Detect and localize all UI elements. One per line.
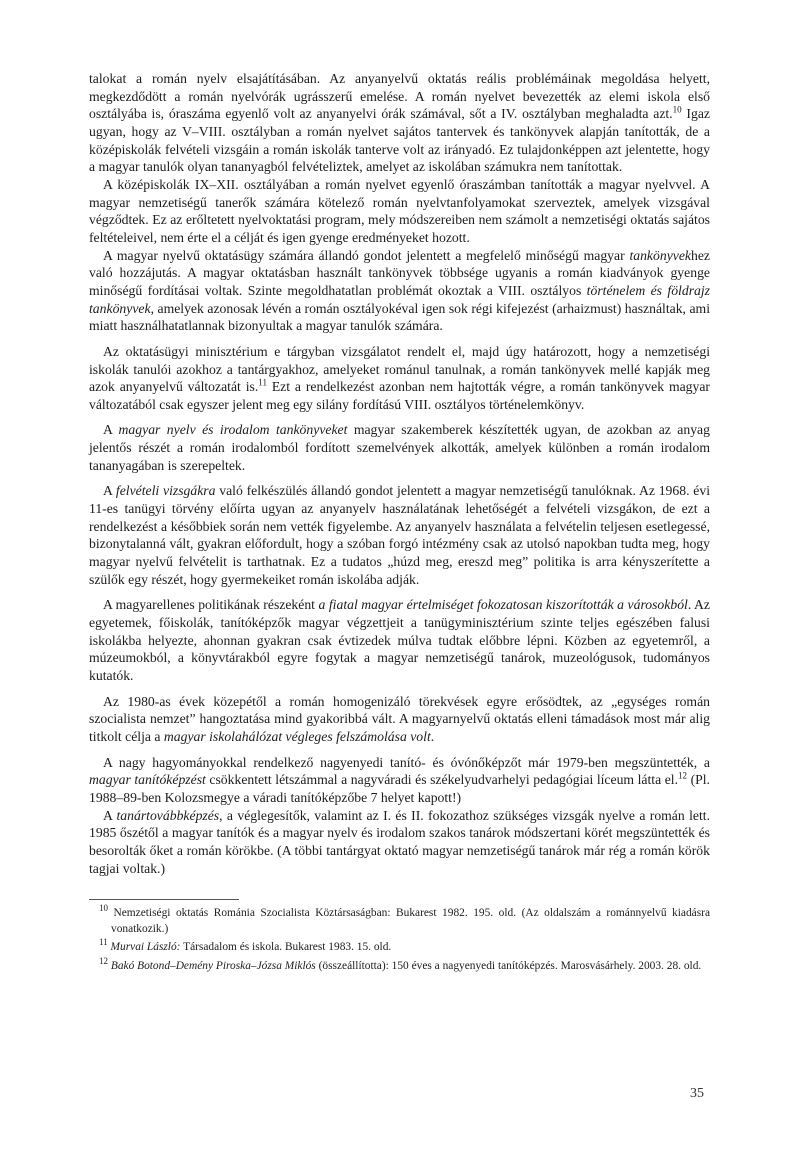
text-run: . [430,728,435,744]
body-text [89,70,710,877]
text-run: Nemzetiségi oktatás Románia Szocialista Köztársaságban: Bukarest 1982. 195. old. (Az oldalszám a románnyelvű kiadásra vonatkozik.) [108,907,710,935]
text-run: Ezt a rendelkezést azonban nem hajtották végre, a román tankönyvek magyar változatából csak egyszer jelent meg egy silány fordítású VIII. osztályos történelemkönyv. [89,379,710,412]
paragraph [89,343,710,414]
text-run: . Az egyetemek, főiskolák, tanítóképzők magyar végzettjeit a tanügyminisztérium szinte teljes egészében falusi iskolákba helyezte, ahonnan gyakran csak évtizedek múlva tudtak előbbre lépni. Közben az egyetemről, a múzeumokból, a könyvtárakból egyre fogytak a magyar nemzetiségű tanárok, muzeológusok, tudományos kutatók. [89,597,710,683]
text-run: , amelyek azonosak lévén a román osztályokéval igen sok régi kifejezést (arhaizmust) használtak, ami miatt használhatatlannak bizonyultak a magyar tanulók számára. [89,300,710,334]
paragraph [89,482,710,588]
emphasis: tanártovábbképzés [116,807,220,823]
text-run: A [103,807,117,823]
text-run: A [103,422,119,438]
text-run: A [103,483,116,499]
footnote-rule [89,899,239,900]
text-run: hez való hozzájutás. A magyar oktatásban használt tankönyvek többsége ugyanis a román kiadványok gyenge minőségű fordításai voltak. Szinte megoldhatatlan problémát okoztak a VIII. osztályos [89,247,710,298]
paragraph [89,754,710,807]
emphasis: a fiatal magyar értelmiséget fokozatosan kiszorították a városokból [318,597,688,613]
footnote [89,937,710,956]
footnote-ref: 11 [258,377,267,388]
text-run: magyar szakemberek készítették ugyan, de azokban az anyag jelentős részét a román irodalomból fordított szemelvények alkották, amelyek különben a román irodalom tananyagában is szerepeltek. [89,422,710,473]
text-run: való felkészülés állandó gondot jelentett a magyar nemzetiségű tanulóknak. Az 1968. évi 11-es tanügyi törvény előírta ugyan az anyanyelv használatának lehetőségét a felvételi vizsgákon, de ezt a rendelkezést a későbbiek során nem vették figyelembe. Az anyanyelv használata a felvételin teljesen esetlegessé, bizonytalanná vált, gyakran előfordult, hogy a szóban forgó intézmény csak az utolsó napokban tudta meg, hogy magyar nyelvű felvételit is tarthatnak. Ez a tudatos „húzd meg, ereszd meg” politika is arra kényszerítette a szülők egy részét, hogy gyermekeiket román iskolába adják. [89,483,710,587]
emphasis: magyar tanítóképzést [89,772,206,788]
text-run: A magyarellenes politikának részeként [103,597,319,613]
footnote-ref: 12 [99,955,108,966]
footnote [89,955,710,975]
footnote-list [89,903,710,974]
page [89,70,710,974]
footnote-ref: 10 [99,903,108,914]
text-run: A magyar nyelvű oktatásügy számára állandó gondot jelentett a megfelelő minőségű magyar [103,247,630,263]
footnote [89,903,710,937]
text-run: , a véglegesítők, valamint az I. és II. fokozathoz szükséges vizsgák nyelve a román lett. 1985 őszétől a magyar tanítók és a magyar nyelv és irodalom szakos tanárok módszertani körét megszüntették és besorolták őket a román körökbe. (A többi tantárgyat oktató magyar nemzetiségű tanárok már rég a román körök tagjai voltak.) [89,807,710,876]
emphasis: magyar iskolahálózat végleges felszámolása volt [163,728,431,744]
paragraph [89,596,710,684]
paragraph [89,70,710,176]
text-run: (összeállította): 150 éves a nagyenyedi tanítóképzés. Marosvásárhely. 2003. 28. old. [315,959,702,972]
text-run: (Pl. 1988–89-ben Kolozsmegye a váradi tanítóképzőbe 7 helyet kapott!) [89,772,710,805]
paragraph [89,421,710,474]
emphasis: történelem és földrajz tankönyvek [89,282,710,316]
paragraph [89,807,710,878]
footnote-ref: 12 [678,770,688,781]
text-run: csökkentett létszámmal a nagyváradi és székelyudvarhelyi pedagógiai líceum látta el. [205,772,679,788]
paragraph [89,693,710,746]
paragraph [89,247,710,335]
text-run: A nagy hagyományokkal rendelkező nagyenyedi tanító- és óvónőképzőt már 1979-ben megszüntették, a [103,754,710,770]
emphasis: magyar nyelv és irodalom tankönyveket [118,422,348,438]
paragraph [89,176,710,247]
text-run: Az oktatásügyi minisztérium e tárgyban vizsgálatot rendelt el, majd úgy határozott, hogy a nemzetiségi iskolák tanulói azokhoz a tantárgyakhoz, amelyeket románul tanulnak, a román tankönyvek mellé kapják meg azok anyanyelvű változatát is. [89,343,710,395]
text-run: A középiskolák IX–XII. osztályában a román nyelvet egyenlő óraszámban tanították a magyar nyelvvel. A magyar nemzetiségű tanerők számára kötelező román nyelvtanfolyamokat szerveztek, amelyek vizsgával végződtek. Ez az erőltetett nyelvoktatási program, mely módszereiben nem számolt a nemzetiségi oktatás sajátos feltételeivel, nem érte el a célját és igen gyenge eredményeket hozott. [89,176,710,245]
page-number: 35 [690,1086,704,1101]
emphasis: felvételi vizsgákra [115,483,216,499]
text-run: Társadalom és iskola. Bukarest 1983. 15. old. [180,941,392,954]
footnote-ref: 10 [672,104,682,115]
emphasis: tankönyvek [629,247,691,263]
text-run: Az 1980-as évek közepétől a román homogenizáló törekvések egyre erősödtek, az „egységes román szocialista nemzet” hangoztatása mind gyakoribbá vált. A magyarnyelvű oktatás elleni támadások most már alig titkolt célja a [89,693,710,744]
emphasis: Murvai László: [110,941,181,954]
footnote-ref: 11 [99,937,108,948]
text-run: talokat a román nyelv elsajátításában. Az anyanyelvű oktatás reális problémáinak megoldása helyett, megkezdődött a román nyelvórák ugrásszerű emelése. A román nyelvet bevezették az elemi iskola első osztályába is, óraszáma egyenlő volt az anyanyelvi órák számával, sőt a IV. osztályban meghaladta azt. [89,71,710,122]
text-run: Igaz ugyan, hogy az V–VIII. osztályban a román nyelvet sajátos tantervek és tankönyvek alapján tanították, de a középiskolák felvételi vizsgáin a román iskolák tanterve volt az irányadó. Ez tulajdonképpen azt jelentette, hogy a magyar tanulók olyan tananyagból felvételiztek, amelyet az iskolában számukra nem tanítottak. [89,106,710,175]
emphasis: Bakó Botond–Demény Piroska–Józsa Miklós [110,959,316,972]
footnotes [89,891,710,974]
